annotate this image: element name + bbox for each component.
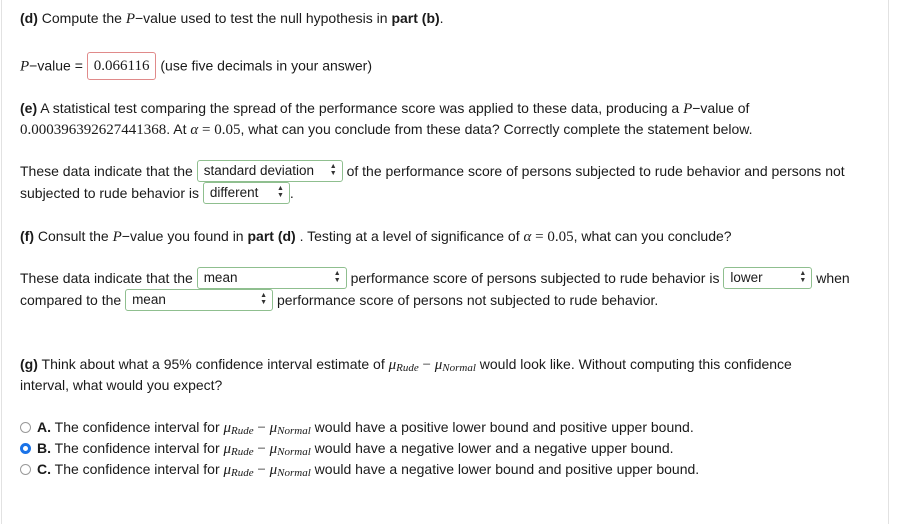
part-e-question-line1	[20, 98, 749, 119]
part-f-text: , what can you conclude?	[573, 228, 732, 244]
part-e-statement-line2	[20, 183, 294, 205]
statement-text: performance score of persons not subjected to rude behavior.	[276, 292, 659, 308]
part-g-question-line2	[20, 375, 222, 395]
part-e-text: , what can you conclude from these data? Correctly complete the statement below.	[240, 121, 753, 137]
statement-text: compared to the	[20, 292, 122, 308]
normal-subscript: Normal	[442, 362, 476, 374]
part-e-text: A statistical test comparing the spread of the performance score was applied to these data, producing a	[37, 100, 684, 116]
option-c[interactable]	[20, 459, 699, 481]
question-panel	[1, 0, 889, 524]
part-d-question	[20, 8, 444, 29]
option-text: The confidence interval for	[51, 419, 224, 435]
part-e-question-line2	[20, 119, 753, 140]
part-d-text: .	[439, 10, 444, 26]
part-f-question	[20, 226, 732, 247]
part-f-label: (f)	[20, 228, 34, 244]
part-g-text: would look like. Without computing this confidence	[475, 356, 792, 372]
statement-text: These data indicate that the	[20, 270, 193, 286]
option-text: would have a negative lower and a negative upper bound.	[310, 440, 674, 456]
part-d-label: (d)	[20, 10, 38, 26]
p-symbol: P	[112, 229, 122, 245]
spread-test-pvalue: 0.000396392627441368	[20, 122, 167, 138]
mu-symbol: μ	[223, 441, 232, 457]
option-text: The confidence interval for	[51, 440, 224, 456]
radio-button[interactable]	[20, 422, 31, 433]
part-f-text: . Testing at a level of significance of	[295, 228, 524, 244]
option-a[interactable]	[20, 417, 694, 439]
p-symbol: P	[125, 11, 135, 27]
option-letter: A.	[37, 419, 51, 435]
select-value: different	[209, 185, 259, 201]
part-e-statement-line1	[20, 161, 845, 183]
part-f-text: Consult the	[34, 228, 113, 244]
rude-subscript: Rude	[396, 362, 419, 374]
select-arrows-icon: ▲ ▼	[260, 292, 268, 307]
normal-subscript: Normal	[277, 425, 311, 437]
direction-select[interactable]	[723, 267, 812, 289]
statement-text: .	[289, 185, 294, 201]
select-value: mean	[132, 292, 166, 308]
part-e-text: −value of	[692, 100, 750, 116]
mu-symbol: μ	[223, 462, 232, 478]
mu-symbol: μ	[434, 357, 443, 373]
radio-button[interactable]	[20, 443, 31, 454]
select-value: mean	[203, 270, 238, 286]
alpha-value: = 0.05	[531, 229, 574, 245]
part-f-statement-line1	[20, 268, 850, 290]
option-b[interactable]	[20, 438, 674, 460]
center-measure-select-2[interactable]	[125, 289, 273, 311]
option-letter: C.	[37, 461, 51, 477]
minus-sign: −	[418, 357, 435, 373]
part-d-text: −value used to test the null hypothesis in	[135, 10, 392, 26]
center-measure-select-1[interactable]	[197, 267, 347, 289]
select-arrows-icon: ▲ ▼	[799, 270, 807, 285]
alpha-value: = 0.05	[198, 122, 241, 138]
alpha-symbol: α	[190, 122, 199, 138]
statement-text: These data indicate that the	[20, 163, 193, 179]
spread-measure-select[interactable]	[197, 160, 343, 182]
minus-sign: −	[253, 441, 270, 457]
pvalue-label: −value =	[29, 57, 83, 74]
rude-subscript: Rude	[231, 467, 254, 479]
normal-subscript: Normal	[277, 467, 311, 479]
select-value: standard deviation	[203, 163, 315, 179]
alpha-symbol: α	[523, 229, 532, 245]
mu-symbol: μ	[388, 357, 397, 373]
minus-sign: −	[253, 462, 270, 478]
pvalue-answer-input[interactable]: 0.066116	[87, 52, 157, 80]
decimal-hint: (use five decimals in your answer)	[160, 57, 373, 74]
p-symbol: P	[20, 58, 30, 75]
part-b-reference: part (b)	[391, 10, 440, 26]
part-d-text: Compute the	[37, 10, 126, 26]
statement-text: performance score of persons subjected to rude behavior is	[350, 270, 720, 286]
p-symbol: P	[683, 101, 693, 117]
statement-text: of the performance score of persons subjected to rude behavior and persons not	[346, 163, 845, 179]
rude-subscript: Rude	[231, 446, 254, 458]
part-g-text: interval, what would you expect?	[20, 377, 223, 393]
mu-symbol: μ	[269, 441, 278, 457]
mu-symbol: μ	[223, 420, 232, 436]
part-g-text: Think about what a 95% confidence interval estimate of	[37, 356, 389, 372]
minus-sign: −	[253, 420, 270, 436]
part-e-text: . At	[166, 121, 191, 137]
select-arrows-icon: ▲ ▼	[333, 270, 341, 285]
select-arrows-icon: ▲ ▼	[276, 185, 284, 200]
part-f-statement-line2	[20, 290, 658, 312]
option-text: would have a positive lower bound and positive upper bound.	[310, 419, 694, 435]
select-value: lower	[730, 270, 763, 286]
part-g-question-line1	[20, 354, 792, 376]
part-d-reference: part (d)	[247, 228, 296, 244]
rude-subscript: Rude	[231, 425, 254, 437]
part-g-label: (g)	[20, 356, 38, 372]
option-letter: B.	[37, 440, 51, 456]
option-text: would have a negative lower bound and positive upper bound.	[310, 461, 700, 477]
normal-subscript: Normal	[277, 446, 311, 458]
part-d-answer-row	[20, 53, 372, 81]
option-text: The confidence interval for	[51, 461, 224, 477]
part-f-text: −value you found in	[121, 228, 248, 244]
radio-button[interactable]	[20, 464, 31, 475]
statement-text: subjected to rude behavior is	[20, 185, 199, 201]
select-arrows-icon: ▲ ▼	[329, 163, 337, 178]
part-e-label: (e)	[20, 100, 38, 116]
spread-comparison-select[interactable]	[203, 182, 290, 204]
mu-symbol: μ	[269, 420, 278, 436]
mu-symbol: μ	[269, 462, 278, 478]
statement-text: when	[816, 270, 850, 286]
